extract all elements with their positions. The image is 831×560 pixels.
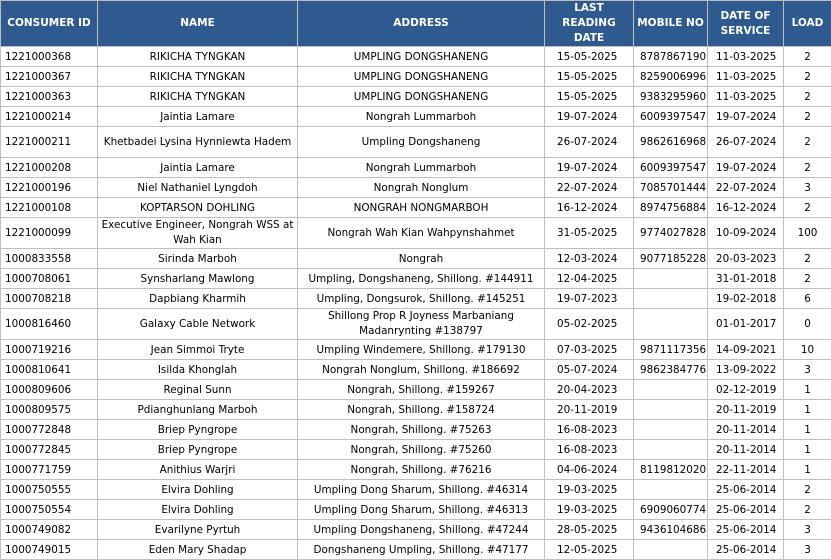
header-row <box>1 1 831 47</box>
cell-mobile-no: 8119812020 <box>634 460 708 480</box>
cell-last-reading-date: 26-07-2024 <box>545 127 634 158</box>
cell-consumer-id: 1000749082 <box>1 520 98 540</box>
cell-mobile-no: 8974756884 <box>634 198 708 218</box>
table-row <box>1 67 831 87</box>
cell-name: Pdianghunlang Marboh <box>98 400 298 420</box>
cell-load: 2 <box>784 158 831 178</box>
cell-last-reading-date: 12-03-2024 <box>545 249 634 269</box>
cell-consumer-id: 1000749015 <box>1 540 98 560</box>
cell-name: Elvira Dohling <box>98 480 298 500</box>
cell-name: Khetbadei Lysina Hynniewta Hadem <box>98 127 298 158</box>
cell-load: 2 <box>784 87 831 107</box>
cell-date-of-service: 22-07-2024 <box>708 178 784 198</box>
cell-consumer-id: 1000750554 <box>1 500 98 520</box>
cell-name: Briep Pyngrope <box>98 420 298 440</box>
cell-mobile-no <box>634 380 708 400</box>
cell-last-reading-date: 12-05-2025 <box>545 540 634 560</box>
cell-consumer-id: 1000809575 <box>1 400 98 420</box>
cell-mobile-no: 9383295960 <box>634 87 708 107</box>
cell-load: 1 <box>784 380 831 400</box>
cell-last-reading-date: 15-05-2025 <box>545 87 634 107</box>
cell-date-of-service: 22-11-2014 <box>708 460 784 480</box>
table-row <box>1 47 831 67</box>
cell-consumer-id: 1000708061 <box>1 269 98 289</box>
cell-date-of-service: 20-11-2014 <box>708 440 784 460</box>
cell-last-reading-date: 20-11-2019 <box>545 400 634 420</box>
cell-consumer-id: 1221000368 <box>1 47 98 67</box>
cell-last-reading-date: 28-05-2025 <box>545 520 634 540</box>
cell-date-of-service: 25-06-2014 <box>708 500 784 520</box>
header-consumer-id: CONSUMER ID <box>1 1 98 47</box>
cell-last-reading-date: 07-03-2025 <box>545 340 634 360</box>
cell-date-of-service: 25-06-2014 <box>708 540 784 560</box>
cell-consumer-id: 1000708218 <box>1 289 98 309</box>
cell-mobile-no: 9077185228 <box>634 249 708 269</box>
table-row <box>1 249 831 269</box>
header-date-of-service: DATE OF SERVICE <box>708 1 784 47</box>
cell-date-of-service: 19-02-2018 <box>708 289 784 309</box>
cell-date-of-service: 13-09-2022 <box>708 360 784 380</box>
cell-mobile-no <box>634 269 708 289</box>
header-last-reading-date: LAST READING DATE <box>545 1 634 47</box>
cell-last-reading-date: 04-06-2024 <box>545 460 634 480</box>
cell-mobile-no: 6909060774 <box>634 500 708 520</box>
cell-date-of-service: 19-07-2024 <box>708 107 784 127</box>
table-row <box>1 218 831 249</box>
cell-date-of-service: 11-03-2025 <box>708 67 784 87</box>
cell-address: Umpling Dong Sharum, Shillong. #46313 <box>298 500 545 520</box>
cell-date-of-service: 11-03-2025 <box>708 87 784 107</box>
cell-last-reading-date: 15-05-2025 <box>545 67 634 87</box>
cell-last-reading-date: 16-12-2024 <box>545 198 634 218</box>
cell-address: Nongrah, Shillong. #75260 <box>298 440 545 460</box>
cell-address: Nongrah, Shillong. #75263 <box>298 420 545 440</box>
cell-name: RIKICHA TYNGKAN <box>98 87 298 107</box>
cell-date-of-service: 02-12-2019 <box>708 380 784 400</box>
cell-address: Umpling, Dongsurok, Shillong. #145251 <box>298 289 545 309</box>
table-row <box>1 540 831 560</box>
cell-name: Anithius Warjri <box>98 460 298 480</box>
cell-address: Umpling, Dongshaneng, Shillong. #144911 <box>298 269 545 289</box>
cell-load: 1 <box>784 420 831 440</box>
cell-load: 6 <box>784 289 831 309</box>
cell-last-reading-date: 19-07-2024 <box>545 107 634 127</box>
cell-load: 2 <box>784 480 831 500</box>
cell-consumer-id: 1221000214 <box>1 107 98 127</box>
cell-consumer-id: 1000750555 <box>1 480 98 500</box>
cell-mobile-no: 6009397547 <box>634 158 708 178</box>
cell-mobile-no <box>634 480 708 500</box>
cell-date-of-service: 11-03-2025 <box>708 47 784 67</box>
cell-address: UMPLING DONGSHANENG <box>298 67 545 87</box>
table-row <box>1 480 831 500</box>
cell-mobile-no <box>634 440 708 460</box>
cell-load: 1 <box>784 400 831 420</box>
cell-last-reading-date: 22-07-2024 <box>545 178 634 198</box>
cell-load: 2 <box>784 500 831 520</box>
cell-last-reading-date: 16-08-2023 <box>545 420 634 440</box>
cell-address: Nongrah, Shillong. #76216 <box>298 460 545 480</box>
cell-mobile-no <box>634 420 708 440</box>
cell-consumer-id: 1000772845 <box>1 440 98 460</box>
cell-name: Galaxy Cable Network <box>98 309 298 340</box>
cell-last-reading-date: 16-08-2023 <box>545 440 634 460</box>
table-row <box>1 158 831 178</box>
table-row <box>1 178 831 198</box>
cell-load: 2 <box>784 198 831 218</box>
table-row <box>1 420 831 440</box>
cell-mobile-no: 9436104686 <box>634 520 708 540</box>
cell-consumer-id: 1221000196 <box>1 178 98 198</box>
cell-name: Reginal Sunn <box>98 380 298 400</box>
table-row <box>1 440 831 460</box>
cell-load: 2 <box>784 47 831 67</box>
cell-consumer-id: 1000719216 <box>1 340 98 360</box>
cell-name: Briep Pyngrope <box>98 440 298 460</box>
cell-address: Dongshaneng Umpling, Shillong. #47177 <box>298 540 545 560</box>
cell-name: Niel Nathaniel Lyngdoh <box>98 178 298 198</box>
cell-date-of-service: 25-06-2014 <box>708 520 784 540</box>
cell-load: 100 <box>784 218 831 249</box>
table-row <box>1 269 831 289</box>
table-row <box>1 380 831 400</box>
table-row <box>1 289 831 309</box>
header-address: ADDRESS <box>298 1 545 47</box>
cell-address: Umpling Dongshaneng, Shillong. #47244 <box>298 520 545 540</box>
cell-address: Nongrah Lummarboh <box>298 107 545 127</box>
cell-name: Jaintia Lamare <box>98 158 298 178</box>
table-row <box>1 198 831 218</box>
cell-mobile-no: 7085701444 <box>634 178 708 198</box>
cell-load: 1 <box>784 460 831 480</box>
cell-mobile-no: 9871117356 <box>634 340 708 360</box>
cell-mobile-no: 8259006996 <box>634 67 708 87</box>
cell-address: Nongrah Nonglum <box>298 178 545 198</box>
cell-consumer-id: 1221000208 <box>1 158 98 178</box>
cell-load: 3 <box>784 540 831 560</box>
cell-name: Dapbiang Kharmih <box>98 289 298 309</box>
table-row <box>1 127 831 158</box>
cell-load: 0 <box>784 309 831 340</box>
cell-mobile-no <box>634 400 708 420</box>
cell-mobile-no: 8787867190 <box>634 47 708 67</box>
cell-date-of-service: 26-07-2024 <box>708 127 784 158</box>
table-row <box>1 309 831 340</box>
cell-name: Jean Simmoi Tryte <box>98 340 298 360</box>
cell-load: 3 <box>784 520 831 540</box>
cell-load: 2 <box>784 269 831 289</box>
cell-date-of-service: 25-06-2014 <box>708 480 784 500</box>
cell-consumer-id: 1221000108 <box>1 198 98 218</box>
cell-last-reading-date: 20-04-2023 <box>545 380 634 400</box>
cell-consumer-id: 1221000211 <box>1 127 98 158</box>
cell-address: Nongrah <box>298 249 545 269</box>
cell-date-of-service: 16-12-2024 <box>708 198 784 218</box>
cell-consumer-id: 1000833558 <box>1 249 98 269</box>
cell-name: Jaintia Lamare <box>98 107 298 127</box>
cell-date-of-service: 10-09-2024 <box>708 218 784 249</box>
cell-load: 2 <box>784 127 831 158</box>
cell-mobile-no <box>634 289 708 309</box>
table-row <box>1 460 831 480</box>
cell-consumer-id: 1000771759 <box>1 460 98 480</box>
cell-address: Shillong Prop R Joyness Marbaniang Madanrynting #138797 <box>298 309 545 340</box>
table-row <box>1 340 831 360</box>
cell-consumer-id: 1000809606 <box>1 380 98 400</box>
cell-last-reading-date: 19-03-2025 <box>545 500 634 520</box>
cell-last-reading-date: 31-05-2025 <box>545 218 634 249</box>
cell-last-reading-date: 15-05-2025 <box>545 47 634 67</box>
cell-load: 3 <box>784 178 831 198</box>
cell-name: Evarilyne Pyrtuh <box>98 520 298 540</box>
cell-mobile-no: 6009397547 <box>634 107 708 127</box>
table-row <box>1 360 831 380</box>
cell-last-reading-date: 19-07-2023 <box>545 289 634 309</box>
header-mobile-no: MOBILE NO <box>634 1 708 47</box>
cell-name: Isilda Khonglah <box>98 360 298 380</box>
cell-date-of-service: 20-11-2014 <box>708 420 784 440</box>
header-name: NAME <box>98 1 298 47</box>
cell-address: Nongrah Lummarboh <box>298 158 545 178</box>
cell-address: Umpling Windemere, Shillong. #179130 <box>298 340 545 360</box>
cell-address: Nongrah, Shillong. #159267 <box>298 380 545 400</box>
cell-load: 10 <box>784 340 831 360</box>
cell-date-of-service: 20-11-2019 <box>708 400 784 420</box>
cell-mobile-no: 9774027828 <box>634 218 708 249</box>
cell-address: Nongrah Nonglum, Shillong. #186692 <box>298 360 545 380</box>
cell-consumer-id: 1000810641 <box>1 360 98 380</box>
table-row <box>1 87 831 107</box>
cell-name: Executive Engineer, Nongrah WSS at Wah Kian <box>98 218 298 249</box>
cell-date-of-service: 19-07-2024 <box>708 158 784 178</box>
cell-name: RIKICHA TYNGKAN <box>98 47 298 67</box>
cell-address: UMPLING DONGSHANENG <box>298 87 545 107</box>
cell-load: 2 <box>784 249 831 269</box>
table-row <box>1 500 831 520</box>
cell-name: Eden Mary Shadap <box>98 540 298 560</box>
cell-address: Nongrah, Shillong. #158724 <box>298 400 545 420</box>
cell-name: Sirinda Marboh <box>98 249 298 269</box>
cell-last-reading-date: 19-07-2024 <box>545 158 634 178</box>
cell-address: UMPLING DONGSHANENG <box>298 47 545 67</box>
cell-mobile-no: 9862384776 <box>634 360 708 380</box>
cell-load: 1 <box>784 440 831 460</box>
cell-load: 2 <box>784 67 831 87</box>
table-row <box>1 520 831 540</box>
cell-mobile-no: 9862616968 <box>634 127 708 158</box>
cell-date-of-service: 31-01-2018 <box>708 269 784 289</box>
cell-consumer-id: 1000816460 <box>1 309 98 340</box>
cell-consumer-id: 1221000099 <box>1 218 98 249</box>
cell-load: 3 <box>784 360 831 380</box>
cell-name: KOPTARSON DOHLING <box>98 198 298 218</box>
cell-mobile-no <box>634 540 708 560</box>
cell-name: Synsharlang Mawlong <box>98 269 298 289</box>
cell-consumer-id: 1000772848 <box>1 420 98 440</box>
cell-address: NONGRAH NONGMARBOH <box>298 198 545 218</box>
cell-consumer-id: 1221000367 <box>1 67 98 87</box>
cell-last-reading-date: 05-07-2024 <box>545 360 634 380</box>
cell-date-of-service: 01-01-2017 <box>708 309 784 340</box>
cell-address: Umpling Dong Sharum, Shillong. #46314 <box>298 480 545 500</box>
table-row <box>1 400 831 420</box>
cell-load: 2 <box>784 107 831 127</box>
cell-last-reading-date: 19-03-2025 <box>545 480 634 500</box>
cell-last-reading-date: 12-04-2025 <box>545 269 634 289</box>
header-load: LOAD <box>784 1 831 47</box>
cell-date-of-service: 20-03-2023 <box>708 249 784 269</box>
cell-name: RIKICHA TYNGKAN <box>98 67 298 87</box>
cell-address: Nongrah Wah Kian Wahpynshahmet <box>298 218 545 249</box>
cell-date-of-service: 14-09-2021 <box>708 340 784 360</box>
cell-name: Elvira Dohling <box>98 500 298 520</box>
table-row <box>1 107 831 127</box>
cell-last-reading-date: 05-02-2025 <box>545 309 634 340</box>
cell-mobile-no <box>634 309 708 340</box>
cell-consumer-id: 1221000363 <box>1 87 98 107</box>
cell-address: Umpling Dongshaneng <box>298 127 545 158</box>
